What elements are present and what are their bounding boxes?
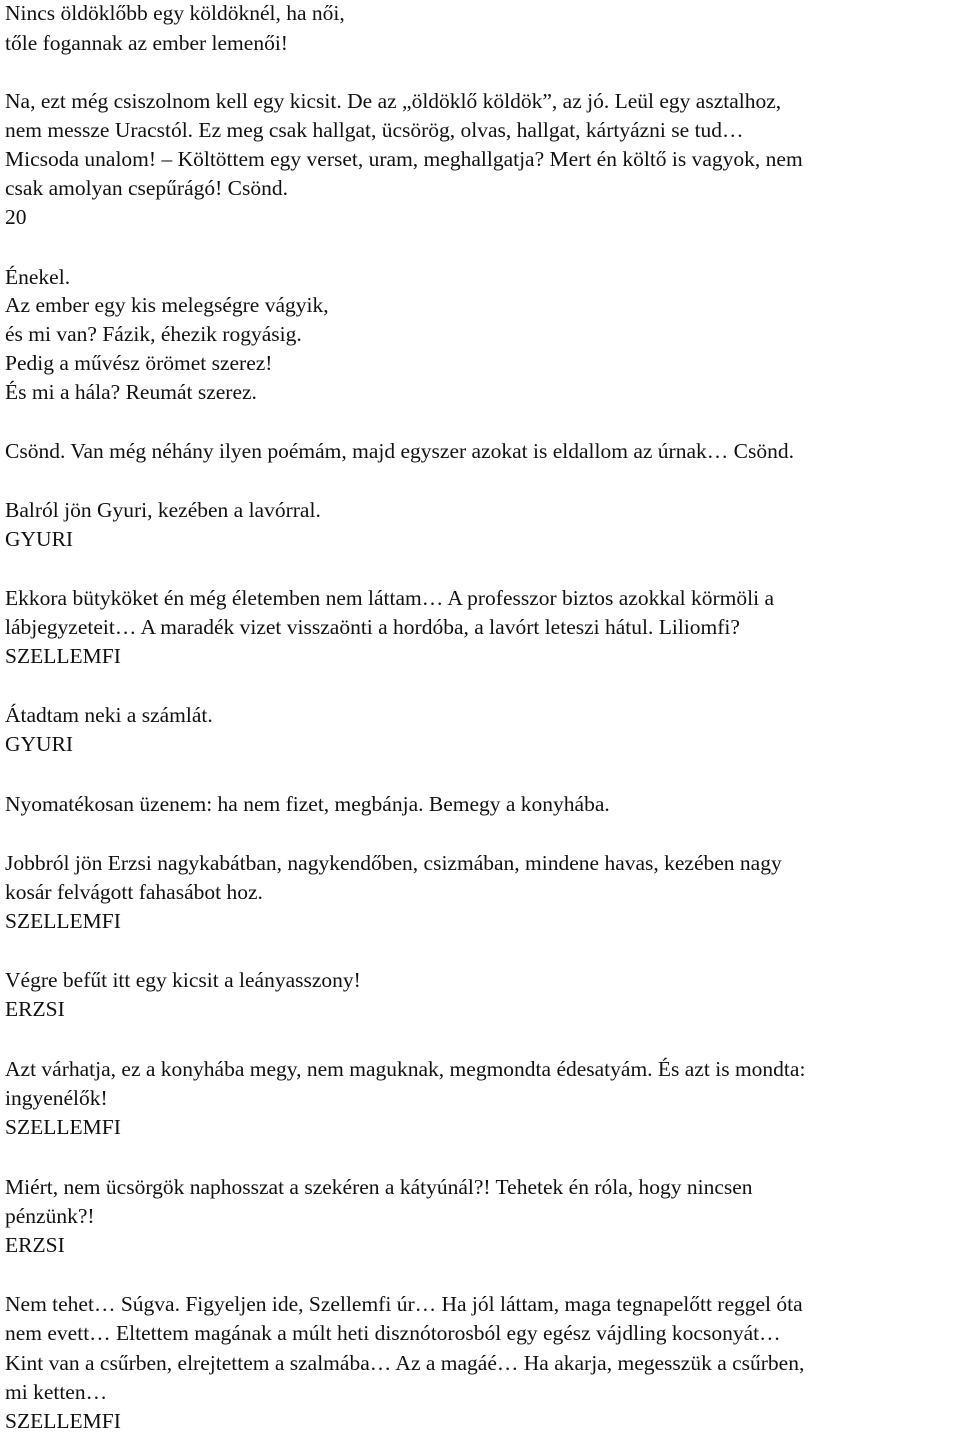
speaker-name: ERZSI [5,1233,65,1257]
text-line: Na, ezt még csiszolnom kell egy kicsit. De az „öldöklő köldök”, az jó. Leül egy asztalhoz, [5,89,782,113]
text-line: Kint van a csűrben, elrejtettem a szalmába… Az a magáé… Ha akarja, megesszük a csűrben, [5,1351,805,1375]
verse-line-2: tőle fogannak az ember lemenői! [5,31,288,55]
song-line-4: És mi a hála? Reumát szerez. [5,380,257,404]
text-line: Miért, nem ücsörgök naphosszat a szekéren a kátyúnál?! Tehetek én róla, hogy nincsen [5,1175,753,1199]
speaker-name: GYURI [5,527,74,551]
text-line: Ekkora bütyköket én még életemben nem láttam… A professzor biztos azokkal körmöli a [5,586,775,610]
text-line: Azt várhatja, ez a konyhába megy, nem maguknak, megmondta édesatyám. És azt is mondta: [5,1057,806,1081]
text-line: ingyenélők! [5,1086,108,1110]
song-line-3: Pedig a művész örömet szerez! [5,351,273,375]
song-line-1: Az ember egy kis melegségre vágyik, [5,293,329,317]
text-line: nem messze Uracstól. Ez meg csak hallgat, ücsörög, olvas, hallgat, kártyázni se tud… [5,118,744,142]
verse-line-1: Nincs öldöklőbb egy köldöknél, ha női, [5,1,345,25]
text-line: lábjegyzeteit… A maradék vizet visszaönti a hordóba, a lavórt leteszi hátul. Liliomfi? [5,615,740,639]
speaker-name: ERZSI [5,997,65,1021]
speaker-name: SZELLEMFI [5,909,121,933]
text-line: csak amolyan csepűrágó! Csönd. [5,176,289,200]
text-line: Micsoda unalom! – Költöttem egy verset, uram, meghallgatja? Mert én költő is vagyok, nem [5,147,803,171]
text-line: Végre befűt itt egy kicsit a leányasszony! [5,968,361,992]
text-line: Csönd. Van még néhány ilyen poémám, majd egyszer azokat is eldallom az úrnak… Csönd. [5,439,794,463]
stage-direction: Jobbról jön Erzsi nagykabátban, nagykendőben, csizmában, mindene havas, kezében nagy [5,851,782,875]
text-line: Nyomatékosan üzenem: ha nem fizet, megbánja. Bemegy a konyhába. [5,792,610,816]
speaker-name: GYURI [5,732,74,756]
text-line: pénzünk?! [5,1204,95,1228]
stage-direction: kosár felvágott fahasábot hoz. [5,880,263,904]
song-line-2: és mi van? Fázik, éhezik rogyásig. [5,322,302,346]
speaker-name: SZELLEMFI [5,1115,121,1139]
text-line: nem evett… Eltettem magának a múlt heti disznótorosból egy egész vájdling kocsonyát… [5,1321,781,1345]
page-number: 20 [5,205,27,229]
text-line: Átadtam neki a számlát. [5,703,213,727]
speaker-name: SZELLEMFI [5,1409,121,1433]
speaker-name: SZELLEMFI [5,644,121,668]
stage-direction: Énekel. [5,265,71,289]
text-line: Nem tehet… Súgva. Figyeljen ide, Szellemfi úr… Ha jól láttam, maga tegnapelőtt reggel óta [5,1292,803,1316]
text-line: mi ketten… [5,1380,108,1404]
stage-direction: Balról jön Gyuri, kezében a lavórral. [5,498,321,522]
